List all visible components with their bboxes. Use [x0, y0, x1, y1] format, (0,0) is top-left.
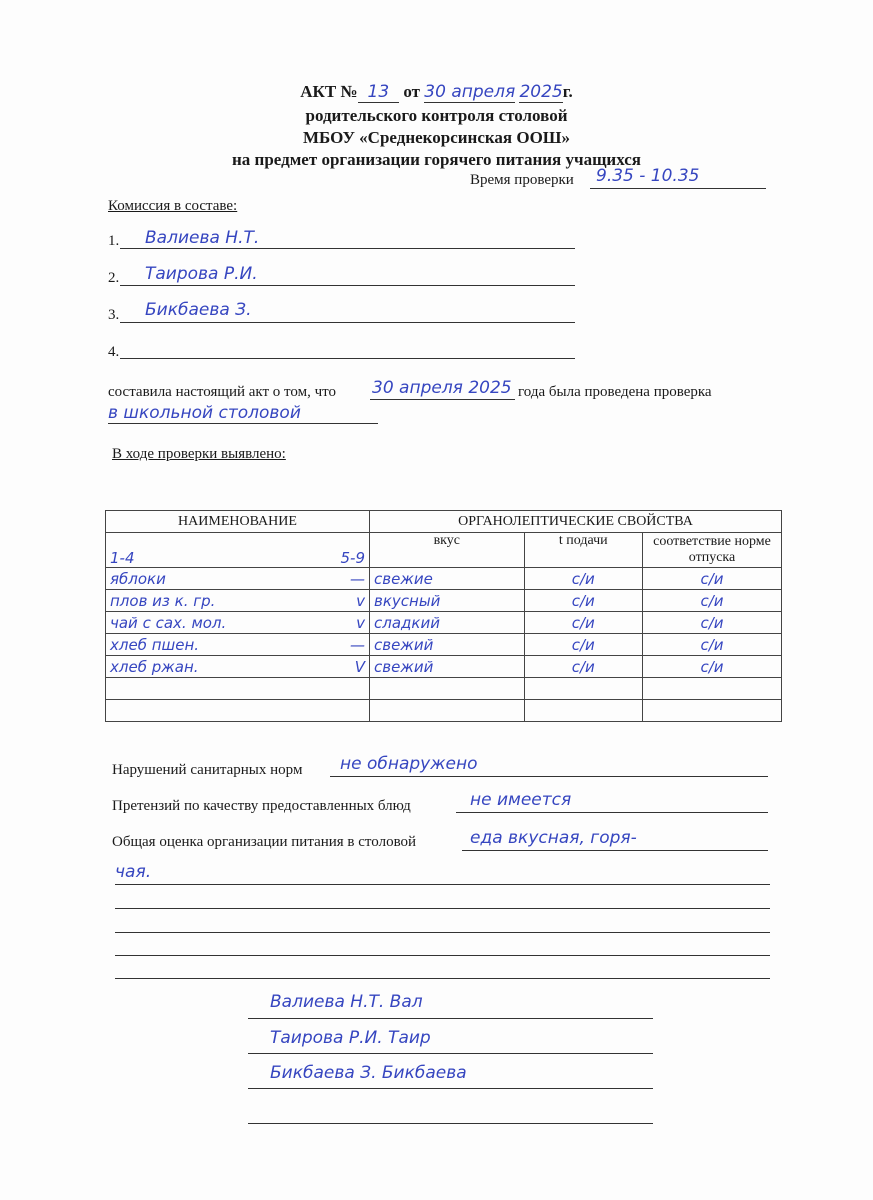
member-number: 3. — [108, 307, 120, 323]
col-name-header: НАИМЕНОВАНИЕ — [106, 511, 370, 533]
col-props-header: ОРГАНОЛЕПТИЧЕСКИЕ СВОЙСТВА — [370, 511, 782, 533]
item-temp: с/и — [524, 634, 642, 656]
member-number: 2. — [108, 270, 120, 286]
time-value: 9.35 - 10.35 — [596, 166, 700, 186]
claims-label: Претензий по качеству предоставленных блюд — [112, 798, 411, 814]
found-label: В ходе проверки выявлено: — [112, 446, 286, 462]
statement-place: в школьной столовой — [108, 403, 301, 423]
violations-value: не обнаружено — [340, 754, 478, 774]
item-norm: с/и — [643, 590, 782, 612]
signature-1: Валиева Н.Т. Вал — [270, 992, 423, 1012]
inspection-table — [105, 510, 782, 722]
grades-a: 1-4 — [110, 549, 135, 567]
member-number: 1. — [108, 233, 120, 249]
col-norm-header: соответствие норме отпуска — [643, 533, 782, 568]
item-mark: v — [356, 613, 365, 632]
table-row — [106, 590, 782, 612]
item-taste: свежие — [370, 568, 525, 590]
grades-b: 5-9 — [340, 549, 365, 567]
subtitle-2: на предмет организации горячего питания учащихся — [232, 150, 641, 169]
item-mark: V — [354, 657, 365, 676]
claims-value: не имеется — [470, 790, 572, 810]
statement-prefix: составила настоящий акт о том, что — [108, 384, 337, 400]
col-temp-header: t подачи — [524, 533, 642, 568]
table-row — [106, 656, 782, 678]
statement-date: 30 апреля 2025 — [372, 378, 512, 398]
school-name: МБОУ «Среднекорсинская ООШ» — [303, 128, 570, 147]
act-title: АКТ № 13 от 30 апреля 2025г. — [300, 82, 573, 102]
item-name: хлеб пшен. — [110, 635, 200, 654]
member-name: Валиева Н.Т. — [145, 228, 260, 248]
commission-label: Комиссия в составе: — [108, 198, 238, 214]
item-temp: с/и — [524, 656, 642, 678]
member-name: Бикбаева З. — [145, 300, 252, 320]
item-mark: — — [350, 635, 365, 654]
item-mark: — — [350, 569, 365, 588]
item-temp: с/и — [524, 568, 642, 590]
item-norm: с/и — [643, 656, 782, 678]
assessment-label: Общая оценка организации питания в столовой — [112, 834, 417, 850]
violations-label: Нарушений санитарных норм — [112, 762, 303, 778]
assessment-value-2: чая. — [115, 862, 152, 882]
member-name: Таирова Р.И. — [145, 264, 258, 284]
item-temp: с/и — [524, 612, 642, 634]
item-mark: v — [356, 591, 365, 610]
table-row — [106, 568, 782, 590]
item-taste: свежий — [370, 656, 525, 678]
item-name: хлеб ржан. — [110, 657, 199, 676]
item-taste: сладкий — [370, 612, 525, 634]
item-name: чай с сах. мол. — [110, 613, 227, 632]
signature-2: Таирова Р.И. Таир — [270, 1028, 431, 1048]
signature-3: Бикбаева З. Бикбаева — [270, 1063, 467, 1083]
member-number: 4. — [108, 344, 120, 360]
table-row — [106, 612, 782, 634]
item-name: яблоки — [110, 569, 166, 588]
item-taste: свежий — [370, 634, 525, 656]
assessment-value: еда вкусная, горя- — [470, 828, 637, 848]
item-taste: вкусный — [370, 590, 525, 612]
item-name: плов из к. гр. — [110, 591, 216, 610]
item-temp: с/и — [524, 590, 642, 612]
subtitle-1: родительского контроля столовой — [305, 106, 568, 125]
statement-suffix: года была проведена проверка — [518, 384, 712, 400]
col-taste-header: вкус — [370, 533, 525, 568]
table-row — [106, 634, 782, 656]
item-norm: с/и — [643, 612, 782, 634]
item-norm: с/и — [643, 634, 782, 656]
item-norm: с/и — [643, 568, 782, 590]
time-label: Время проверки — [470, 172, 574, 188]
